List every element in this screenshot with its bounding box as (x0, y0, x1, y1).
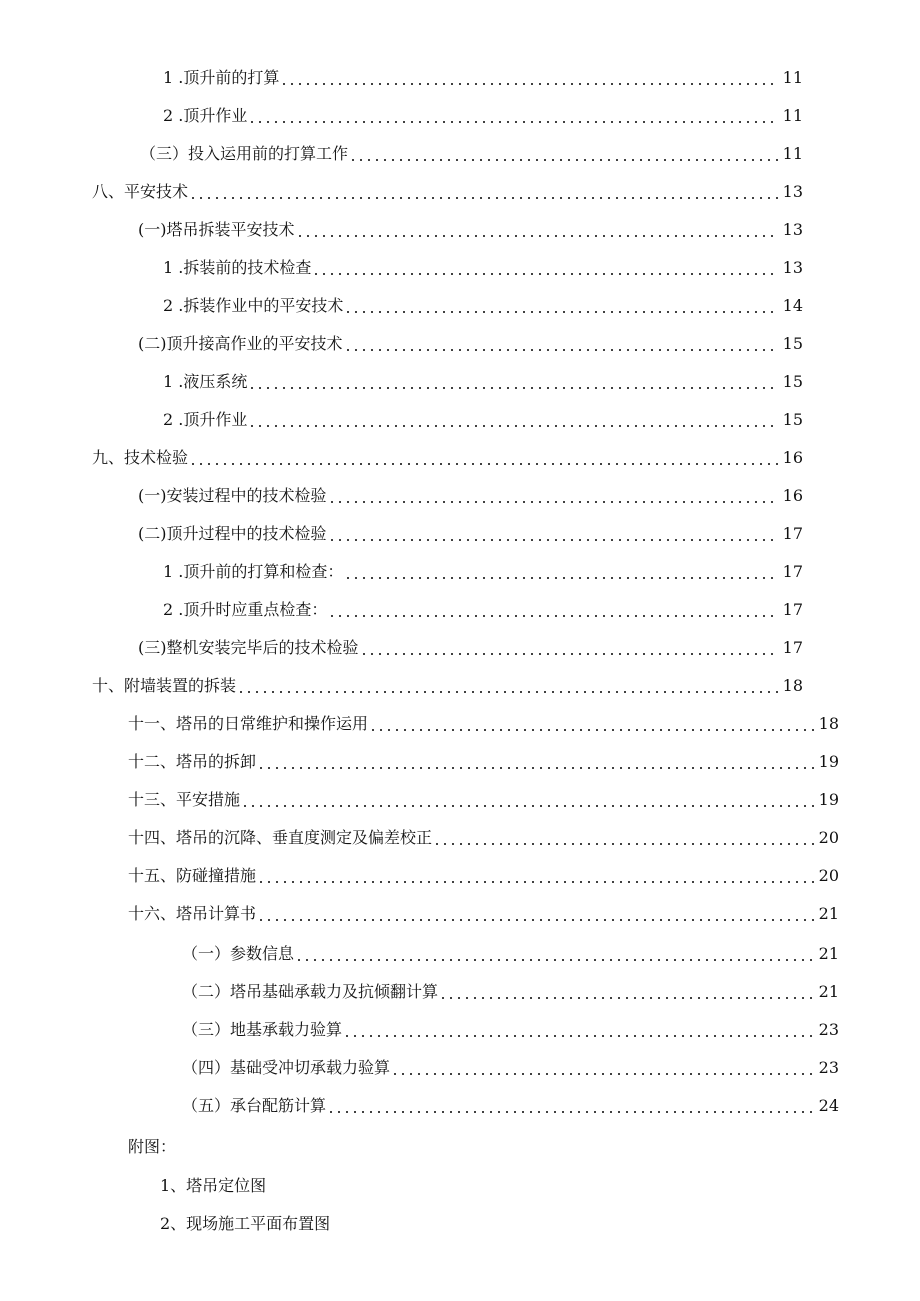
toc-entry[interactable] (163, 404, 803, 430)
toc-entry-title: 十、附墙装置的拆装 (92, 676, 237, 695)
toc-entry-page: 16 (782, 486, 803, 505)
toc-leader-dots (192, 448, 779, 468)
toc-entry-page: 13 (782, 182, 803, 201)
toc-entry-title: 2 .顶升作业 (163, 106, 248, 125)
toc-entry-page: 20 (818, 828, 839, 847)
toc-entry[interactable] (138, 518, 803, 544)
toc-leader-dots (347, 296, 778, 316)
toc-entry-page: 21 (818, 982, 839, 1001)
toc-entry-title: 十五、防碰撞措施 (128, 866, 257, 885)
toc-entry-page: 18 (818, 714, 839, 733)
toc-entry-title: （三）地基承载力验算 (182, 1020, 343, 1039)
toc-entry[interactable] (92, 442, 803, 468)
toc-entry-title: (二)顶升过程中的技术检验 (138, 524, 327, 543)
toc-leader-dots (346, 1020, 815, 1040)
appendix-item: 2、现场施工平面布置图 (160, 1214, 331, 1233)
toc-entry-page: 23 (818, 1058, 839, 1077)
toc-entry-page: 19 (818, 790, 839, 809)
toc-entry-page: 17 (782, 562, 803, 581)
appendix-item: 1、塔吊定位图 (160, 1176, 267, 1195)
toc-entry-title: 1 .顶升前的打算 (163, 68, 280, 87)
toc-leader-dots (347, 334, 779, 354)
toc-entry-title: 十六、塔吊计算书 (128, 904, 257, 923)
toc-entry-title: (二)顶升接高作业的平安技术 (138, 334, 343, 353)
toc-leader-dots (442, 982, 815, 1002)
toc-entry-page: 16 (782, 448, 803, 467)
toc-entry[interactable] (128, 746, 839, 772)
toc-entry-title: 十四、塔吊的沉降、垂直度测定及偏差校正 (128, 828, 433, 847)
toc-entry[interactable] (163, 366, 803, 392)
toc-entry-title: (一)安装过程中的技术检验 (138, 486, 327, 505)
toc-entry[interactable] (140, 138, 803, 164)
toc-entry[interactable] (138, 632, 803, 658)
toc-entry-page: 21 (818, 904, 839, 923)
toc-entry[interactable] (138, 480, 803, 506)
toc-leader-dots (260, 752, 815, 772)
toc-entry-page: 14 (782, 296, 803, 315)
toc-entry-title: （一）参数信息 (182, 944, 295, 963)
toc-entry-page: 17 (782, 600, 803, 619)
toc-leader-dots (347, 562, 778, 582)
toc-entry[interactable] (128, 860, 839, 886)
toc-entry[interactable] (92, 670, 803, 696)
toc-entry-page: 18 (782, 676, 803, 695)
toc-entry-title: 1 .液压系统 (163, 372, 248, 391)
toc-leader-dots (192, 182, 779, 202)
toc-entry-title: （二）塔吊基础承载力及抗倾翻计算 (182, 982, 439, 1001)
toc-entry-title: （三）投入运用前的打算工作 (140, 144, 349, 163)
toc-entry[interactable] (163, 556, 803, 582)
toc-entry-title: 九、技术检验 (92, 448, 189, 467)
toc-entry-title: (三)整机安装完毕后的技术检验 (138, 638, 359, 657)
toc-entry[interactable] (182, 1052, 839, 1078)
toc-leader-dots (283, 68, 778, 88)
toc-entry[interactable] (128, 708, 839, 734)
toc-entry-title: 2 .顶升时应重点检查： (163, 600, 328, 619)
toc-entry[interactable] (92, 176, 803, 202)
toc-leader-dots (436, 828, 815, 848)
toc-entry-page: 15 (782, 334, 803, 353)
toc-entry[interactable] (128, 822, 839, 848)
toc-leader-dots (331, 600, 778, 620)
toc-entry-title: （五）承台配筋计算 (182, 1096, 327, 1115)
toc-entry[interactable] (182, 1090, 839, 1116)
toc-entry-page: 13 (782, 220, 803, 239)
toc-leader-dots (299, 220, 779, 240)
toc-entry[interactable] (163, 290, 803, 316)
toc-leader-dots (251, 410, 778, 430)
toc-leader-dots (260, 866, 815, 886)
toc-entry-title: 十二、塔吊的拆卸 (128, 752, 257, 771)
toc-leader-dots (330, 1096, 815, 1116)
toc-entry-title: 十一、塔吊的日常维护和操作运用 (128, 714, 369, 733)
toc-entry-title: 十三、平安措施 (128, 790, 241, 809)
toc-entry-title: 2 .顶升作业 (163, 410, 248, 429)
toc-entry-title: 1 .顶升前的打算和检查： (163, 562, 344, 581)
toc-entry[interactable] (182, 976, 839, 1002)
toc-leader-dots (251, 106, 778, 126)
toc-entry-title: 八、平安技术 (92, 182, 189, 201)
toc-entry-page: 17 (782, 524, 803, 543)
toc-entry[interactable] (163, 100, 803, 126)
toc-entry-page: 15 (782, 410, 803, 429)
toc-entry-page: 17 (782, 638, 803, 657)
toc-entry-title: 2 .拆装作业中的平安技术 (163, 296, 344, 315)
toc-leader-dots (394, 1058, 815, 1078)
toc-entry[interactable] (182, 938, 839, 964)
toc-entry[interactable] (138, 328, 803, 354)
toc-leader-dots (244, 790, 815, 810)
toc-entry-page: 11 (782, 106, 803, 125)
toc-entry-page: 15 (782, 372, 803, 391)
toc-entry-page: 20 (818, 866, 839, 885)
toc-entry-page: 19 (818, 752, 839, 771)
toc-entry[interactable] (138, 214, 803, 240)
toc-entry[interactable] (163, 62, 803, 88)
toc-entry-page: 21 (818, 944, 839, 963)
toc-entry-title: （四）基础受冲切承载力验算 (182, 1058, 391, 1077)
appendix-title: 附图： (128, 1137, 177, 1156)
toc-entry[interactable] (163, 252, 803, 278)
toc-leader-dots (331, 486, 779, 506)
toc-entry-page: 13 (782, 258, 803, 277)
toc-leader-dots (315, 258, 778, 278)
toc-entry-page: 23 (818, 1020, 839, 1039)
toc-leader-dots (363, 638, 779, 658)
toc-entry[interactable] (163, 594, 803, 620)
toc-leader-dots (251, 372, 778, 392)
toc-entry-page: 11 (782, 144, 803, 163)
toc-leader-dots (240, 676, 779, 696)
toc-entry[interactable] (182, 1014, 839, 1040)
toc-entry-page: 24 (818, 1096, 839, 1115)
toc-entry-page: 11 (782, 68, 803, 87)
toc-entry-title: (一)塔吊拆装平安技术 (138, 220, 295, 239)
toc-leader-dots (298, 944, 815, 964)
toc-entry-title: 1 .拆装前的技术检查 (163, 258, 312, 277)
toc-leader-dots (260, 904, 815, 924)
toc-entry[interactable] (128, 898, 839, 924)
toc-entry[interactable] (128, 784, 839, 810)
toc-leader-dots (331, 524, 779, 544)
toc-leader-dots (352, 144, 779, 164)
toc-leader-dots (372, 714, 815, 734)
